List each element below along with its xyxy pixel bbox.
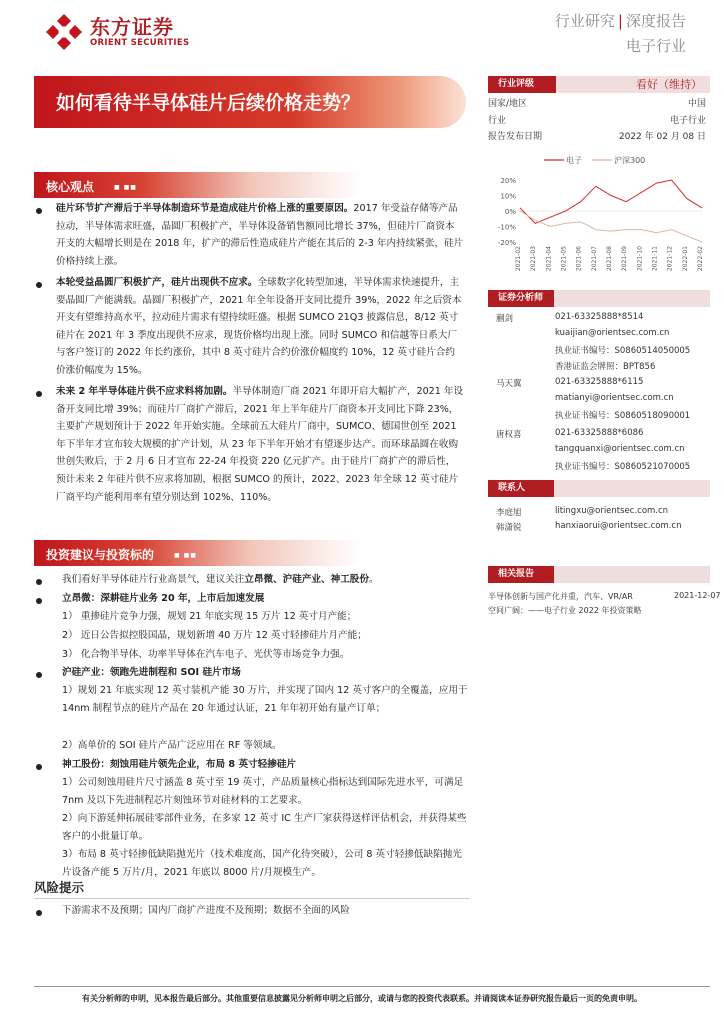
company-2-item: 2）高单价的 SOI 硅片产品广泛应用在 RF 等领域。: [62, 740, 282, 751]
risk-text: 下游需求不及预期；国内厂商扩产进度不及预期；数据不全面的风险: [62, 905, 350, 916]
risk-divider: [34, 898, 470, 899]
invest-intro-pre: 我们看好半导体硅片行业高景气，建议关注: [62, 574, 245, 585]
bullet-icon: [36, 672, 42, 678]
related-report-line1[interactable]: 半导体创新与国产化并重，汽车、VR/AR: [488, 592, 633, 601]
contacts-label: 联系人: [488, 480, 554, 497]
info-row-industry: [488, 113, 710, 126]
x-tick-label: 2021-02: [515, 246, 522, 272]
analyst-detail: 香港证监会牌照：BPT856: [555, 362, 656, 372]
contacts-bar: [488, 480, 710, 497]
contact-name: 韩潇锐: [496, 523, 522, 533]
report-type: [555, 10, 686, 31]
analyst-detail: 执业证书编号：S0860518090001: [555, 411, 691, 421]
page-title: 如何看待半导体硅片后续价格走势？: [56, 92, 361, 114]
bullet-icon: [36, 579, 42, 585]
x-tick-label: 2021-11: [651, 246, 659, 272]
info-key: 行业: [488, 116, 507, 126]
core-point-2-bold: 本轮受益晶圆厂积极扩产，硅片出现供不应求。: [56, 277, 258, 288]
related-label: 相关报告: [488, 566, 554, 583]
company-1-title: [62, 590, 470, 608]
analyst-detail: 执业证书编号：S0860521070005: [555, 462, 691, 472]
info-row-date: [488, 129, 710, 142]
company-1-item: 3） 化合物半导体、功率半导体在汽车电子、光伏等市场竞争力强。: [62, 649, 350, 660]
rating-value: 看好（维持）: [636, 78, 702, 91]
core-point-2-text: 全球数字化转型加速，半导体需求快速提升，主要晶圆厂产能满载。晶圆厂积极扩产，2021 年全年设备开支同比提升 39%，2022 年之后资本开支有望维持高水平，拉动硅片需求有望持续旺盛。根据 SUMCO 21Q3 披露信息，8/12 英寸硅片在 2021 年 3 季度出现供不应求，现货价格均出现上涨。同时 SUMCO 和信越等日系大厂与客户签订的 2022 年长约涨价，其中 8 英寸硅片合约价涨价幅度约 10%，12 英寸硅片合约价涨价幅度为 15%。: [56, 277, 462, 376]
bullet-icon: [36, 910, 42, 916]
analyst-email[interactable]: tangquanxi@orientsec.com.cn: [555, 444, 685, 454]
company-3-item: 2）向下游延伸拓展硅零部件业务，在多家 12 英寸 IC 生产厂家获得送样评估机会，并获得某些客户的小批量订单。: [62, 813, 467, 842]
performance-chart: [488, 150, 710, 280]
bullet-icon: [36, 598, 42, 604]
core-point-2: [56, 274, 464, 380]
footer-disclaimer: 有关分析师的申明，见本报告最后部分。其他重要信息披露见分析师申明之后部分，或请与您的投资代表联系。并请阅读本证券研究报告最后一页的免责申明。: [82, 994, 642, 1003]
x-tick-label: 2021-09: [621, 246, 629, 272]
company-2-title-text: 沪硅产业：领跑先进制程和 SOI 硅片市场: [62, 667, 241, 678]
heading-dots: ■ ■■: [174, 552, 197, 559]
core-point-1-bold: 硅片环节扩产滞后于半导体制造环节是造成硅片价格上涨的重要原因。: [56, 203, 354, 214]
footer-divider: [34, 986, 710, 987]
company-3-title: [62, 756, 470, 774]
report-type-research: 行业研究: [554, 12, 615, 30]
report-type-separator: |: [617, 12, 623, 30]
contact-email[interactable]: hanxiaorui@orientsec.com.cn: [555, 521, 682, 531]
legend-label: 电子: [566, 156, 582, 165]
info-value: 中国: [687, 99, 706, 109]
title-banner: [34, 76, 466, 128]
related-report-date: 2021-12-07: [674, 591, 721, 600]
heading-dots: ■ ■■: [114, 184, 137, 191]
logo-chinese: 东方证券: [90, 15, 174, 39]
core-heading-bar: [34, 172, 470, 198]
company-1-item: 1） 重掺硅片竞争力强，规划 21 年底实现 15 万片 12 英寸月产能；: [62, 611, 357, 622]
analysts-label: 证券分析师: [488, 290, 554, 307]
legend-label: 沪深300: [614, 156, 646, 165]
x-tick-label: 2022-01: [681, 246, 689, 272]
y-tick-label: 20%: [500, 177, 516, 185]
analyst-name: 唐权喜: [496, 430, 522, 440]
info-key: 报告发布日期: [488, 132, 543, 142]
report-industry: 电子行业: [625, 37, 686, 55]
core-point-1: [56, 200, 464, 270]
x-tick-label: 2021-07: [590, 246, 598, 272]
core-point-3: [56, 383, 464, 506]
invest-intro: [62, 571, 470, 589]
analyst-detail: 021-63325888*6115: [555, 377, 644, 387]
risk-title: 风险提示: [34, 880, 85, 895]
analyst-detail: 021-63325888*6086: [555, 428, 644, 438]
company-2-title: [62, 664, 470, 682]
info-value: 2022 年 02 月 08 日: [618, 132, 706, 142]
invest-intro-post: 。: [369, 574, 379, 585]
info-row-region: [488, 96, 710, 109]
contact-email[interactable]: litingxu@orientsec.com.cn: [555, 506, 669, 516]
series-line-1: [520, 211, 702, 242]
rating-bar: [488, 76, 710, 93]
x-tick-label: 2021-03: [530, 246, 538, 272]
x-tick-label: 2021-12: [666, 246, 674, 272]
x-tick-label: 2021-08: [606, 246, 613, 272]
x-tick-label: 2021-06: [575, 246, 583, 272]
analyst-name: 马天翼: [496, 379, 522, 389]
invest-heading-bar: [34, 540, 470, 566]
company-1-item: 2） 近日公告拟控股国晶，规划新增 40 万片 12 英寸轻掺硅片月产能；: [62, 630, 367, 641]
analyst-name: 蒯剑: [496, 314, 514, 324]
info-key: 国家/地区: [488, 99, 528, 109]
y-tick-label: 0%: [504, 208, 516, 216]
orient-logo-icon: [44, 12, 84, 52]
bullet-icon: [36, 208, 42, 214]
invest-heading: 投资建议与投资标的: [46, 548, 155, 562]
report-type-depth: 深度报告: [625, 12, 686, 30]
analyst-email[interactable]: matianyi@orientsec.com.cn: [555, 393, 674, 403]
series-line-0: [520, 180, 702, 223]
x-tick-label: 2021-10: [636, 246, 644, 272]
related-bar: [488, 566, 710, 583]
x-tick-label: 2021-04: [545, 246, 553, 272]
company-2-item: 1）规划 21 年底实现 12 英寸装机产能 30 万片，并实现了国内 12 英寸客户的全覆盖，应用于 14nm 制程节点的硅片产品在 20 年通过认证，21 年年初开始有量产订单；: [62, 685, 468, 714]
bullet-icon: [36, 764, 42, 770]
analyst-detail: 执业证书编号：S0860514050005: [555, 346, 691, 356]
analyst-detail: 021-63325888*8514: [555, 312, 644, 322]
bullet-icon: [36, 391, 42, 397]
core-point-3-text: 半导体制造厂商 2021 年即开启大幅扩产，2021 年设备开支同比增 39%；而硅片厂商扩产滞后，2021 年上半年硅片厂商资本开支同比下降 23%，主要扩产规划预计于 2022 年开始实施。全球前五大硅片厂商中，SUMCO、德国世创至 2021 年下半年才宣布较大规模的扩产计划，从 23 年下半年开始才有望逐步达产。而环球晶圆在收购世创失败后，于 2 月 6 日才宣布 22-24 年投资 220 亿元扩产。由于硅片厂商扩产的滞后性，预计未来 2 年硅片供不应求将加剧，根据 SUMCO 的预计，2022、2023 年全球 12 英寸硅片厂商平均产能利用率有望分别达到 102%、110%。: [56, 386, 464, 503]
core-heading: 核心观点: [46, 180, 95, 194]
y-tick-label: -10%: [497, 223, 516, 232]
logo-english: ORIENT SECURITIES: [90, 38, 190, 48]
x-tick-label: 2022-02: [697, 246, 704, 272]
y-tick-label: -20%: [497, 239, 516, 247]
company-3-title-text: 神工股份：刻蚀用硅片领先企业，布局 8 英寸轻掺硅片: [62, 759, 297, 770]
analysts-bar: [488, 290, 710, 307]
related-report-line2[interactable]: 空间广阔：——电子行业 2022 年投资策略: [488, 606, 642, 615]
core-point-3-bold: 未来 2 年半导体硅片供不应求料将加剧。: [56, 386, 233, 397]
company-logo: [44, 12, 189, 52]
bullet-icon: [36, 282, 42, 288]
company-1-title-text: 立昂微：深耕硅片业务 20 年，上市后加速发展: [62, 593, 265, 604]
x-tick-label: 2021-05: [560, 246, 568, 272]
company-3-item: 3）布局 8 英寸轻掺低缺陷抛光片（技术难度高，国产化待突破），公司 8 英寸轻掺低缺陷抛光片设备产能 5 万片/月，2021 年底以 8000 片/月规模生产。: [62, 849, 462, 878]
info-value: 电子行业: [669, 116, 706, 126]
rating-label: 行业评级: [488, 76, 556, 93]
company-3-item: 1）公司刻蚀用硅片尺寸涵盖 8 英寸至 19 英寸，产品质量核心指标达到国际先进水平，可满足 7nm 及以下先进制程芯片刻蚀环节对硅材料的工艺要求。: [62, 777, 464, 806]
core-point-1-text: 2017 年受益存储等产品拉动，半导体需求旺盛，晶圆厂积极扩产，半导体设备销售额同比增长 37%，但硅片厂商资本开支的大幅增长则是在 2018 年，扩产的滞后性造成硅片产能在其后的 2-3 年内持续紧张，硅片价格持续上涨。: [56, 203, 464, 267]
y-tick-label: 10%: [500, 192, 516, 201]
analyst-email[interactable]: kuaijian@orientsec.com.cn: [555, 328, 670, 338]
contact-name: 李庭旭: [496, 508, 522, 518]
invest-intro-companies: 立昂微、沪硅产业、神工股份: [244, 574, 369, 585]
